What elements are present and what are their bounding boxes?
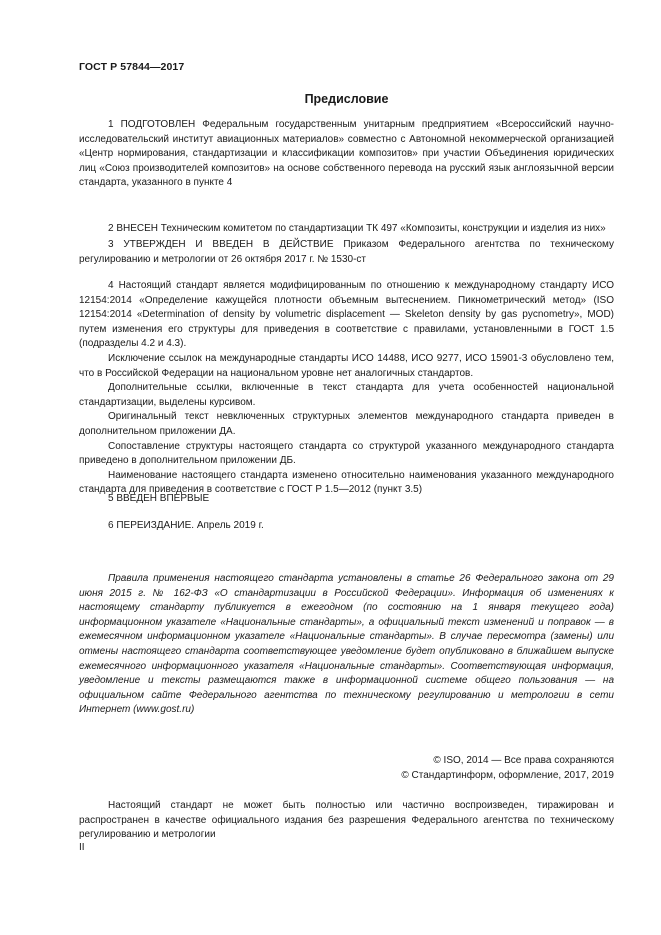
standard-id-header: ГОСТ Р 57844—2017	[79, 61, 185, 73]
foreword-item-3-text: 3 УТВЕРЖДЕН И ВВЕДЕН В ДЕЙСТВИЕ Приказом Федерального агентства по техническому регулированию и метрологии от 26 октября 2017 г. № 1530-ст	[79, 239, 614, 265]
copyright-block	[79, 754, 614, 783]
foreword-item-5-text: 5 ВВЕДЕН ВПЕРВЫЕ	[108, 493, 210, 504]
foreword-item-2	[79, 222, 614, 237]
copyright-standartinform: © Стандартинформ, оформление, 2017, 2019	[401, 769, 614, 781]
item-4-paragraph-1: 4 Настоящий стандарт является модифицированным по отношению к международному стандарту ИСО 12154:2014 «Определение кажущейся плотности объемным вытеснением. Пикнометрический метод» (ISO 12154:2014 «Determination of density by volumetric displacement — Skeleton density by gas pycnometry», MOD) путем изменения его структуры для приведения в соответствие с правилами, установленными в ГОСТ 1.5 (подразделы 4.2 и 4.3).	[79, 280, 614, 350]
item-4-paragraph-2: Исключение ссылок на международные стандарты ИСО 14488, ИСО 9277, ИСО 15901-3 обусловлено тем, что в Российской Федерации на национальном уровне нет аналогичных стандартов.	[79, 352, 614, 379]
foreword-item-5	[79, 492, 614, 507]
foreword-item-1-text: 1 ПОДГОТОВЛЕН Федеральным государственным унитарным предприятием «Всероссийский научно-исследовательский институт авиационных материалов» совместно с Автономной некоммерческой организацией «Центр нормирования, стандартизации и классификации композитов» при участии Объединения юридических лиц «Союз производителей композитов» на основе собственного перевода на русский язык англоязычной версии стандарта, указанного в пункте 4	[79, 119, 614, 189]
page-number: II	[79, 842, 85, 853]
foreword-item-1	[79, 118, 614, 191]
copyright-iso: © ISO, 2014 — Все права сохраняются	[433, 755, 614, 766]
item-4-paragraph-6: Наименование настоящего стандарта изменено относительно наименования указанного международного стандарта для приведения в соответствие с ГОСТ Р 1.5—2012 (пункт 3.5)	[79, 469, 614, 496]
item-4-paragraph-3: Дополнительные ссылки, включенные в текст стандарта для учета особенностей национальной стандартизации, выделены курсивом.	[79, 382, 614, 408]
foreword-item-3	[79, 238, 614, 267]
rules-notice-text: Правила применения настоящего стандарта установлены в статье 26 Федерального закона от 29 июня 2015 г. № 162-ФЗ «О стандартизации в Российской Федерации». Информация об изменениях к настоящему стандарту публикуется в ежегодном (по состоянию на 1 января текущего года) информационном указателе «Национальные стандарты», а официальный текст изменений и поправок — в ежемесячном информационном указателе «Национальные стандарты». В случае пересмотра (замены) или отмены настоящего стандарта соответствующее уведомление будет опубликовано в ближайшем выпуске ежемесячного информационного указателя «Национальные стандарты». Соответствующая информация, уведомление и тексты размещаются также в информационной системе общего пользования — на официальном сайте Федерального агентства по техническому регулированию и метрологии в сети Интернет (www.gost.ru)	[79, 573, 614, 716]
foreword-item-6	[79, 519, 614, 534]
foreword-item-6-text: 6 ПЕРЕИЗДАНИЕ. Апрель 2019 г.	[108, 520, 264, 531]
rules-notice	[79, 572, 614, 718]
item-4-paragraph-5: Сопоставление структуры настоящего стандарта со структурой указанного международного стандарта приведено в дополнительном приложении ДБ.	[79, 440, 614, 467]
item-4-paragraph-4: Оригинальный текст невключенных структурных элементов международного стандарта приведен в дополнительном приложении ДА.	[79, 411, 614, 437]
reproduction-notice	[79, 799, 614, 843]
foreword-item-2-text: 2 ВНЕСЕН Техническим комитетом по стандартизации ТК 497 «Композиты, конструкции и изделия из них»	[108, 223, 606, 234]
foreword-item-4	[79, 279, 614, 498]
page-title: Предисловие	[304, 92, 389, 106]
reproduction-notice-text: Настоящий стандарт не может быть полностью или частично воспроизведен, тиражирован и распространен в качестве официального издания без разрешения Федерального агентства по техническому регулированию и метрологии	[79, 800, 614, 841]
